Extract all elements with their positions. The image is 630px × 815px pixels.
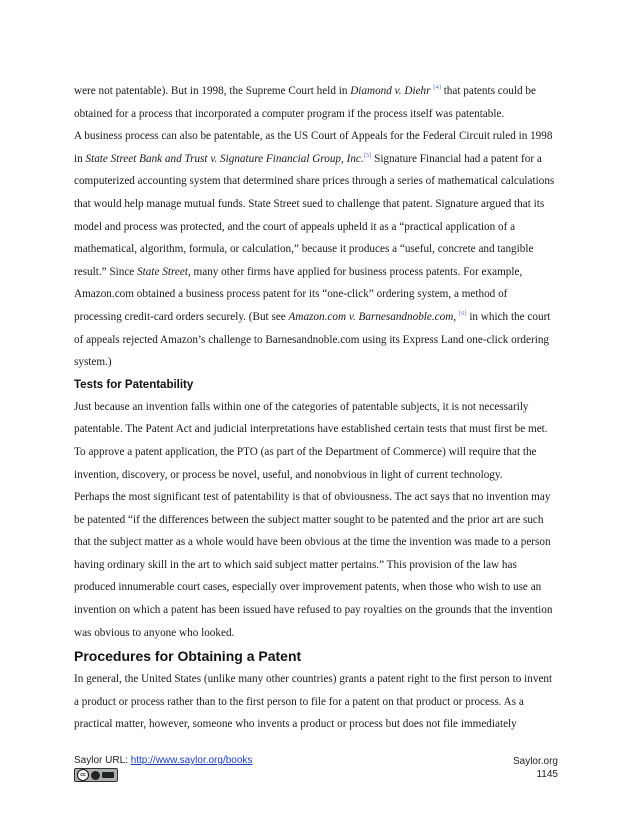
section-heading-procedures: Procedures for Obtaining a Patent <box>74 648 302 665</box>
paragraph-diehr <box>74 80 558 125</box>
case-name: Amazon.com v. Barnesandnoble.com <box>288 310 454 323</box>
text-run: in which the court of appeals rejected Amazon’s challenge to Barnesandnoble.com using its Express Land one-click ordering system.) <box>74 310 551 369</box>
cc-logo-icon: cc <box>77 769 89 781</box>
by-icon <box>91 771 100 780</box>
case-name: State Street <box>137 265 188 278</box>
text-run: A business process can also be patentable, as the US Court of Appeals for the Federal Circuit ruled in 1998 in <box>74 130 553 165</box>
case-name: Diamond v. Diehr <box>350 85 431 97</box>
text-run: were not patentable). But in 1998, the Supreme Court held in <box>74 85 351 97</box>
paragraph-procedures: In general, the United States (unlike many other countries) grants a patent right to the first person to invent a product or process rather than to the first person to file for a patent on that product or process. As a practical matter, however, someone who invents a product or process but does not file immediately <box>74 673 553 731</box>
footer-site: Saylor.org <box>512 756 558 767</box>
text-run: , <box>453 310 459 323</box>
footer-url-label: Saylor URL: <box>74 755 131 766</box>
paragraph-obviousness: Perhaps the most significant test of patentability is that of obviousness. The act says that no invention may be patented “if the differences between the subject matter sought to be patented and the prior art are such that the subject matter as a whole would have been obvious at the time the invention was made to a person having ordinary skill in the art to which said subject matter pertains.” This provision of the law has produced innumerable court cases, especially over improvement patents, when those who wish to use an invention on which a patent has been issued have refused to pay royalties on the grounds that the invention was obvious to anyone who looked. <box>74 491 553 639</box>
footnote-link[interactable]: [4] <box>433 84 441 91</box>
section-heading-tests: Tests for Patentability <box>74 378 194 391</box>
page-body <box>74 80 558 736</box>
text-run: that patents could be obtained for a process that incorporated a computer program if the process itself was patentable. <box>74 85 536 120</box>
footer-site-info <box>513 755 558 781</box>
text-run: Signature Financial had a patent for a computerized accounting system that determined share prices through a series of mathematical calculations that would help manage mutual funds. State Street sued to challenge that patent. Signature argued that its model and process was protected, and the court of appeals upheld it as a “practical application of a mathematical, algorithm, formula, or calculation,” because it produces a “useful, concrete and tangible result.” Since <box>74 152 555 278</box>
footnote-link[interactable]: [6] <box>458 309 467 317</box>
footnote-link[interactable]: [5] <box>363 151 372 159</box>
case-name: State Street Bank and Trust v. Signature Financial Group, Inc. <box>85 152 364 165</box>
saylor-books-link[interactable]: http://www.saylor.org/books <box>130 755 253 766</box>
paragraph-tests: Just because an invention falls within one of the categories of patentable subjects, it is not necessarily patentable. The Patent Act and judicial interpretations have established certain tests that must first be met. To approve a patent application, the PTO (as part of the Department of Commerce) will require that the invention, discovery, or process be novel, useful, and nonobvious in light of current technology. <box>74 400 548 481</box>
nc-sa-icon <box>102 772 114 778</box>
paragraph-state-street <box>74 125 558 374</box>
text-run: , many other firms have applied for business process patents. For example, Amazon.com obtained a business process patent for its “one-click” ordering system, a method of processing credit-card orders securely. (But see <box>74 265 523 323</box>
page-number: 1145 <box>536 769 558 780</box>
cc-license-icon <box>74 768 118 782</box>
footer-url <box>74 755 252 766</box>
